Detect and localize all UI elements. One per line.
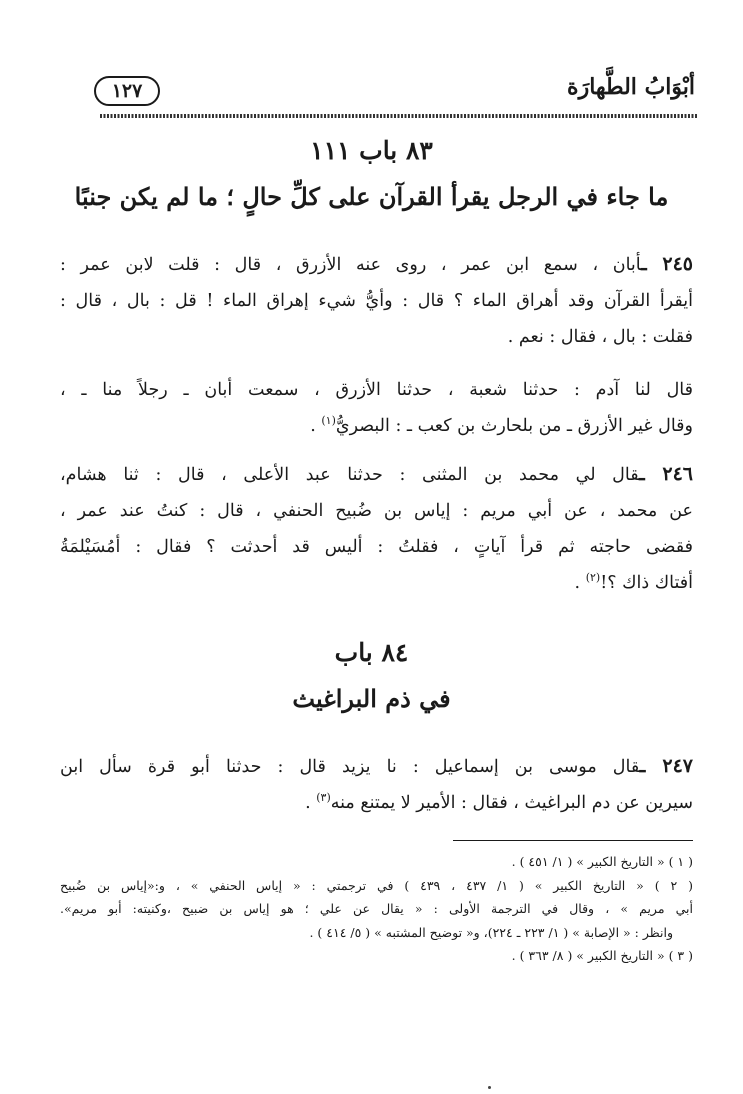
hadith-246-number: ٢٤٦ ـ — [639, 463, 693, 485]
hadith-246-line-1 — [60, 456, 693, 493]
hadith-245-note-end: . — [310, 416, 322, 436]
hadith-247-end: . — [305, 793, 317, 813]
hadith-245 — [60, 246, 693, 355]
hadith-245-line-1 — [60, 246, 693, 283]
hadith-247-number: ٢٤٧ ـ — [639, 755, 693, 777]
hadith-245-isnad-note — [60, 372, 693, 444]
footnote-2-line-2: أبي مريم » ، وقال في الترجمة الأولى : « يقال عن علي ؛ هو إياس بن ضبيح ،وكنيته: أبو مريم». — [60, 901, 693, 916]
hadith-245-text-1: أبان ، سمع ابن عمر ، روى عنه الأزرق ، قال : قلت لابن عمر : — [60, 255, 642, 275]
footnote-3: ( ٣ ) « التاريخ الكبير » ( ٨/ ٣٦٣ ) . — [511, 948, 693, 963]
running-title: أبْوَابُ الطَّهارَة — [567, 74, 695, 100]
page-number-frame — [94, 76, 160, 106]
hadith-245-line-2: أيقرأ القرآن وقد أهراق الماء ؟ قال : وأيُّ شيء إهراق الماء ! قل : بال ، قال : — [60, 291, 693, 311]
hadith-245-note-text-2: وقال غير الأزرق ـ من بلحارث بن كعب ـ : البصريُّ — [335, 416, 693, 436]
hadith-246-text-4: أفتاك ذاك ؟! — [600, 573, 693, 593]
hadith-246-text-1: قال لي محمد بن المثنى : حدثنا عبد الأعلى ، قال : ثنا هشام، — [60, 465, 640, 485]
footnote-ref-3: (٣) — [316, 791, 331, 805]
chapter-83-heading: ٨٣ باب ١١١ — [310, 136, 433, 165]
header-divider — [100, 114, 697, 118]
hadith-247-line-2 — [60, 785, 693, 821]
footnote-1: ( ١ ) « التاريخ الكبير » ( ١/ ٤٥١ ) . — [511, 854, 693, 869]
hadith-245-note-line-2 — [60, 408, 693, 444]
chapter-84-heading: ٨٤ باب — [334, 638, 409, 667]
hadith-246-line-4 — [60, 565, 693, 601]
footnotes — [60, 850, 693, 968]
hadith-247-text-1: قال موسى بن إسماعيل : نا يزيد قال : حدثنا أبو قرة سأل ابن — [60, 757, 640, 777]
hadith-245-note-line-1: قال لنا آدم : حدثنا شعبة ، حدثنا الأزرق ، سمعت أبان ـ رجلاً منا ـ ، — [60, 380, 693, 400]
footnote-divider — [453, 840, 693, 841]
footnote-ref-2: (٢) — [585, 571, 601, 585]
hadith-247-text-2: سيرين عن دم البراغيث ، فقال : الأمير لا يمتنع منه — [330, 793, 693, 813]
scan-speck — [488, 1086, 491, 1089]
chapter-84-title: في ذم البراغيث — [292, 684, 451, 713]
hadith-246 — [60, 456, 693, 601]
footnote-ref-1: (١) — [321, 414, 336, 428]
hadith-246-end: . — [574, 573, 586, 593]
page-number: ١٢٧ — [111, 79, 143, 102]
hadith-245-number: ٢٤٥ ـ — [641, 253, 693, 275]
footnote-2-line-3: وانظر : « الإصابة » ( ١/ ٢٢٣ ـ ٢٢٤)، و« توضيح المشتبه » ( ٥/ ٤١٤ ) . — [309, 924, 673, 940]
hadith-247 — [60, 748, 693, 821]
footnote-2-line-1: ( ٢ ) « التاريخ الكبير » ( ١/ ٤٣٧ ، ٤٣٩ ) في ترجمتي : « إياس الحنفي » ، و:«إياس بن ضُبيح — [60, 877, 693, 893]
hadith-247-line-1 — [60, 748, 693, 785]
hadith-245-line-3: فقلت : بال ، فقال : نعم . — [507, 327, 693, 347]
hadith-246-line-2: عن محمد ، عن أبي مريم : إياس بن ضُبيح الحنفي ، قال : كنتُ عند عمر ، — [60, 501, 693, 521]
chapter-83-title: ما جاء في الرجل يقرأ القرآن على كلِّ حالٍ ؛ ما لم يكن جنبًا — [74, 182, 669, 211]
hadith-246-line-3: فقضى حاجته ثم قرأ آياتٍ ، فقلتُ : أليس قد أحدثت ؟ فقال : أمُسَيْلمَةُ — [60, 537, 693, 557]
